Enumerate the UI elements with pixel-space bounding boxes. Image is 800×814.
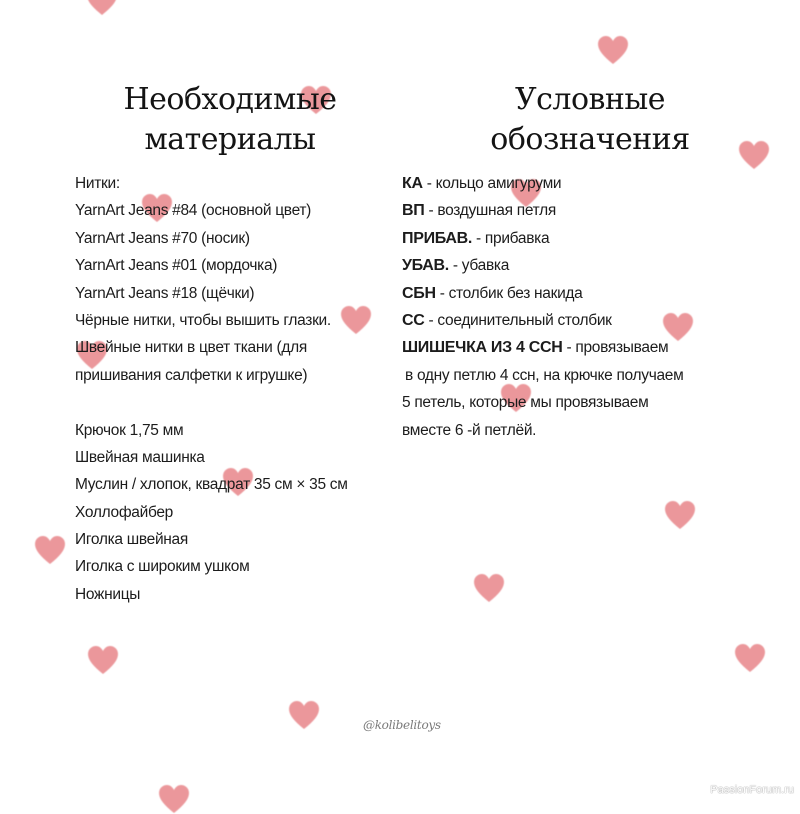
- legend-heading-line: Условные: [514, 82, 666, 117]
- heart-icon: [597, 35, 629, 65]
- legend-definition: - убавка: [448, 257, 510, 275]
- list-item: Швейная машинка: [75, 448, 205, 466]
- legend-item: [402, 307, 683, 334]
- list-item: Иголка швейная: [75, 531, 188, 549]
- list-item: Нитки:: [75, 175, 120, 192]
- list-item: Чёрные нитки, чтобы вышить глазки.: [75, 311, 331, 329]
- legend-abbreviation: ПРИБАВ.: [402, 229, 473, 247]
- list-item: Ножницы: [75, 585, 141, 603]
- legend-heading-line: обозначения: [490, 122, 690, 157]
- heart-icon: [734, 643, 766, 673]
- legend-abbreviation: СС: [402, 311, 425, 329]
- list-item: Холлофайбер: [75, 503, 174, 521]
- legend-item: [402, 197, 683, 224]
- author-signature: @kolibelitoys: [363, 718, 441, 732]
- list-item: Швейные нитки в цвет ткани (для: [75, 339, 307, 357]
- list-item: Крючок 1,75 мм: [75, 421, 184, 439]
- list-item: YarnArt Jeans #84 (основной цвет): [75, 202, 312, 220]
- heart-icon: [34, 535, 66, 565]
- list-item: Муслин / хлопок, квадрат 35 см × 35 см: [75, 476, 348, 494]
- list-item: Иголка с широким ушком: [75, 558, 250, 576]
- heart-icon: [87, 645, 119, 675]
- materials-list: [75, 170, 348, 608]
- legend-abbreviation: ШИШЕЧКА ИЗ 4 ССН: [402, 339, 563, 357]
- materials-heading-line: Необходимые: [123, 82, 337, 117]
- legend-item: [402, 280, 683, 307]
- legend-item: [402, 225, 683, 252]
- list-item: пришивания салфетки к игрушке): [75, 366, 308, 384]
- legend-definition: - прибавка: [472, 229, 550, 247]
- list-spacer: [75, 389, 348, 416]
- legend-definition: - столбик без накида: [435, 284, 583, 302]
- materials-heading-line: материалы: [144, 122, 316, 157]
- legend-abbreviation: ВП: [402, 202, 425, 220]
- legend-definition: - соединительный столбик: [424, 311, 612, 329]
- heart-icon: [664, 500, 696, 530]
- legend-heading: [440, 80, 740, 160]
- site-watermark: PassionForum.ru: [710, 784, 794, 796]
- legend-item: [402, 170, 683, 197]
- heart-icon: [86, 0, 118, 16]
- legend-item: [402, 334, 683, 361]
- legend-continuation: в одну петлю 4 ссн, на крючке получаем: [405, 366, 684, 384]
- list-item: YarnArt Jeans #01 (мордочка): [75, 257, 278, 275]
- list-item: YarnArt Jeans #70 (носик): [75, 229, 250, 247]
- materials-heading: [80, 80, 380, 160]
- legend-definition: - провязываем: [562, 339, 669, 357]
- heart-icon: [158, 784, 190, 814]
- legend-abbreviation: УБАВ.: [402, 257, 449, 275]
- legend-item: [402, 252, 683, 279]
- heart-icon: [473, 573, 505, 603]
- heart-icon: [288, 700, 320, 730]
- heart-icon: [738, 140, 770, 170]
- legend-abbreviation: КА: [402, 175, 423, 192]
- legend-definition: - кольцо амигуруми: [422, 175, 562, 192]
- legend-definition: - воздушная петля: [424, 202, 556, 220]
- legend-list: [402, 170, 683, 444]
- legend-continuation: вместе 6 -й петлёй.: [402, 421, 537, 439]
- legend-abbreviation: СБН: [402, 284, 436, 302]
- list-item: YarnArt Jeans #18 (щёчки): [75, 284, 255, 302]
- legend-continuation: 5 петель, которые мы провязываем: [402, 394, 649, 412]
